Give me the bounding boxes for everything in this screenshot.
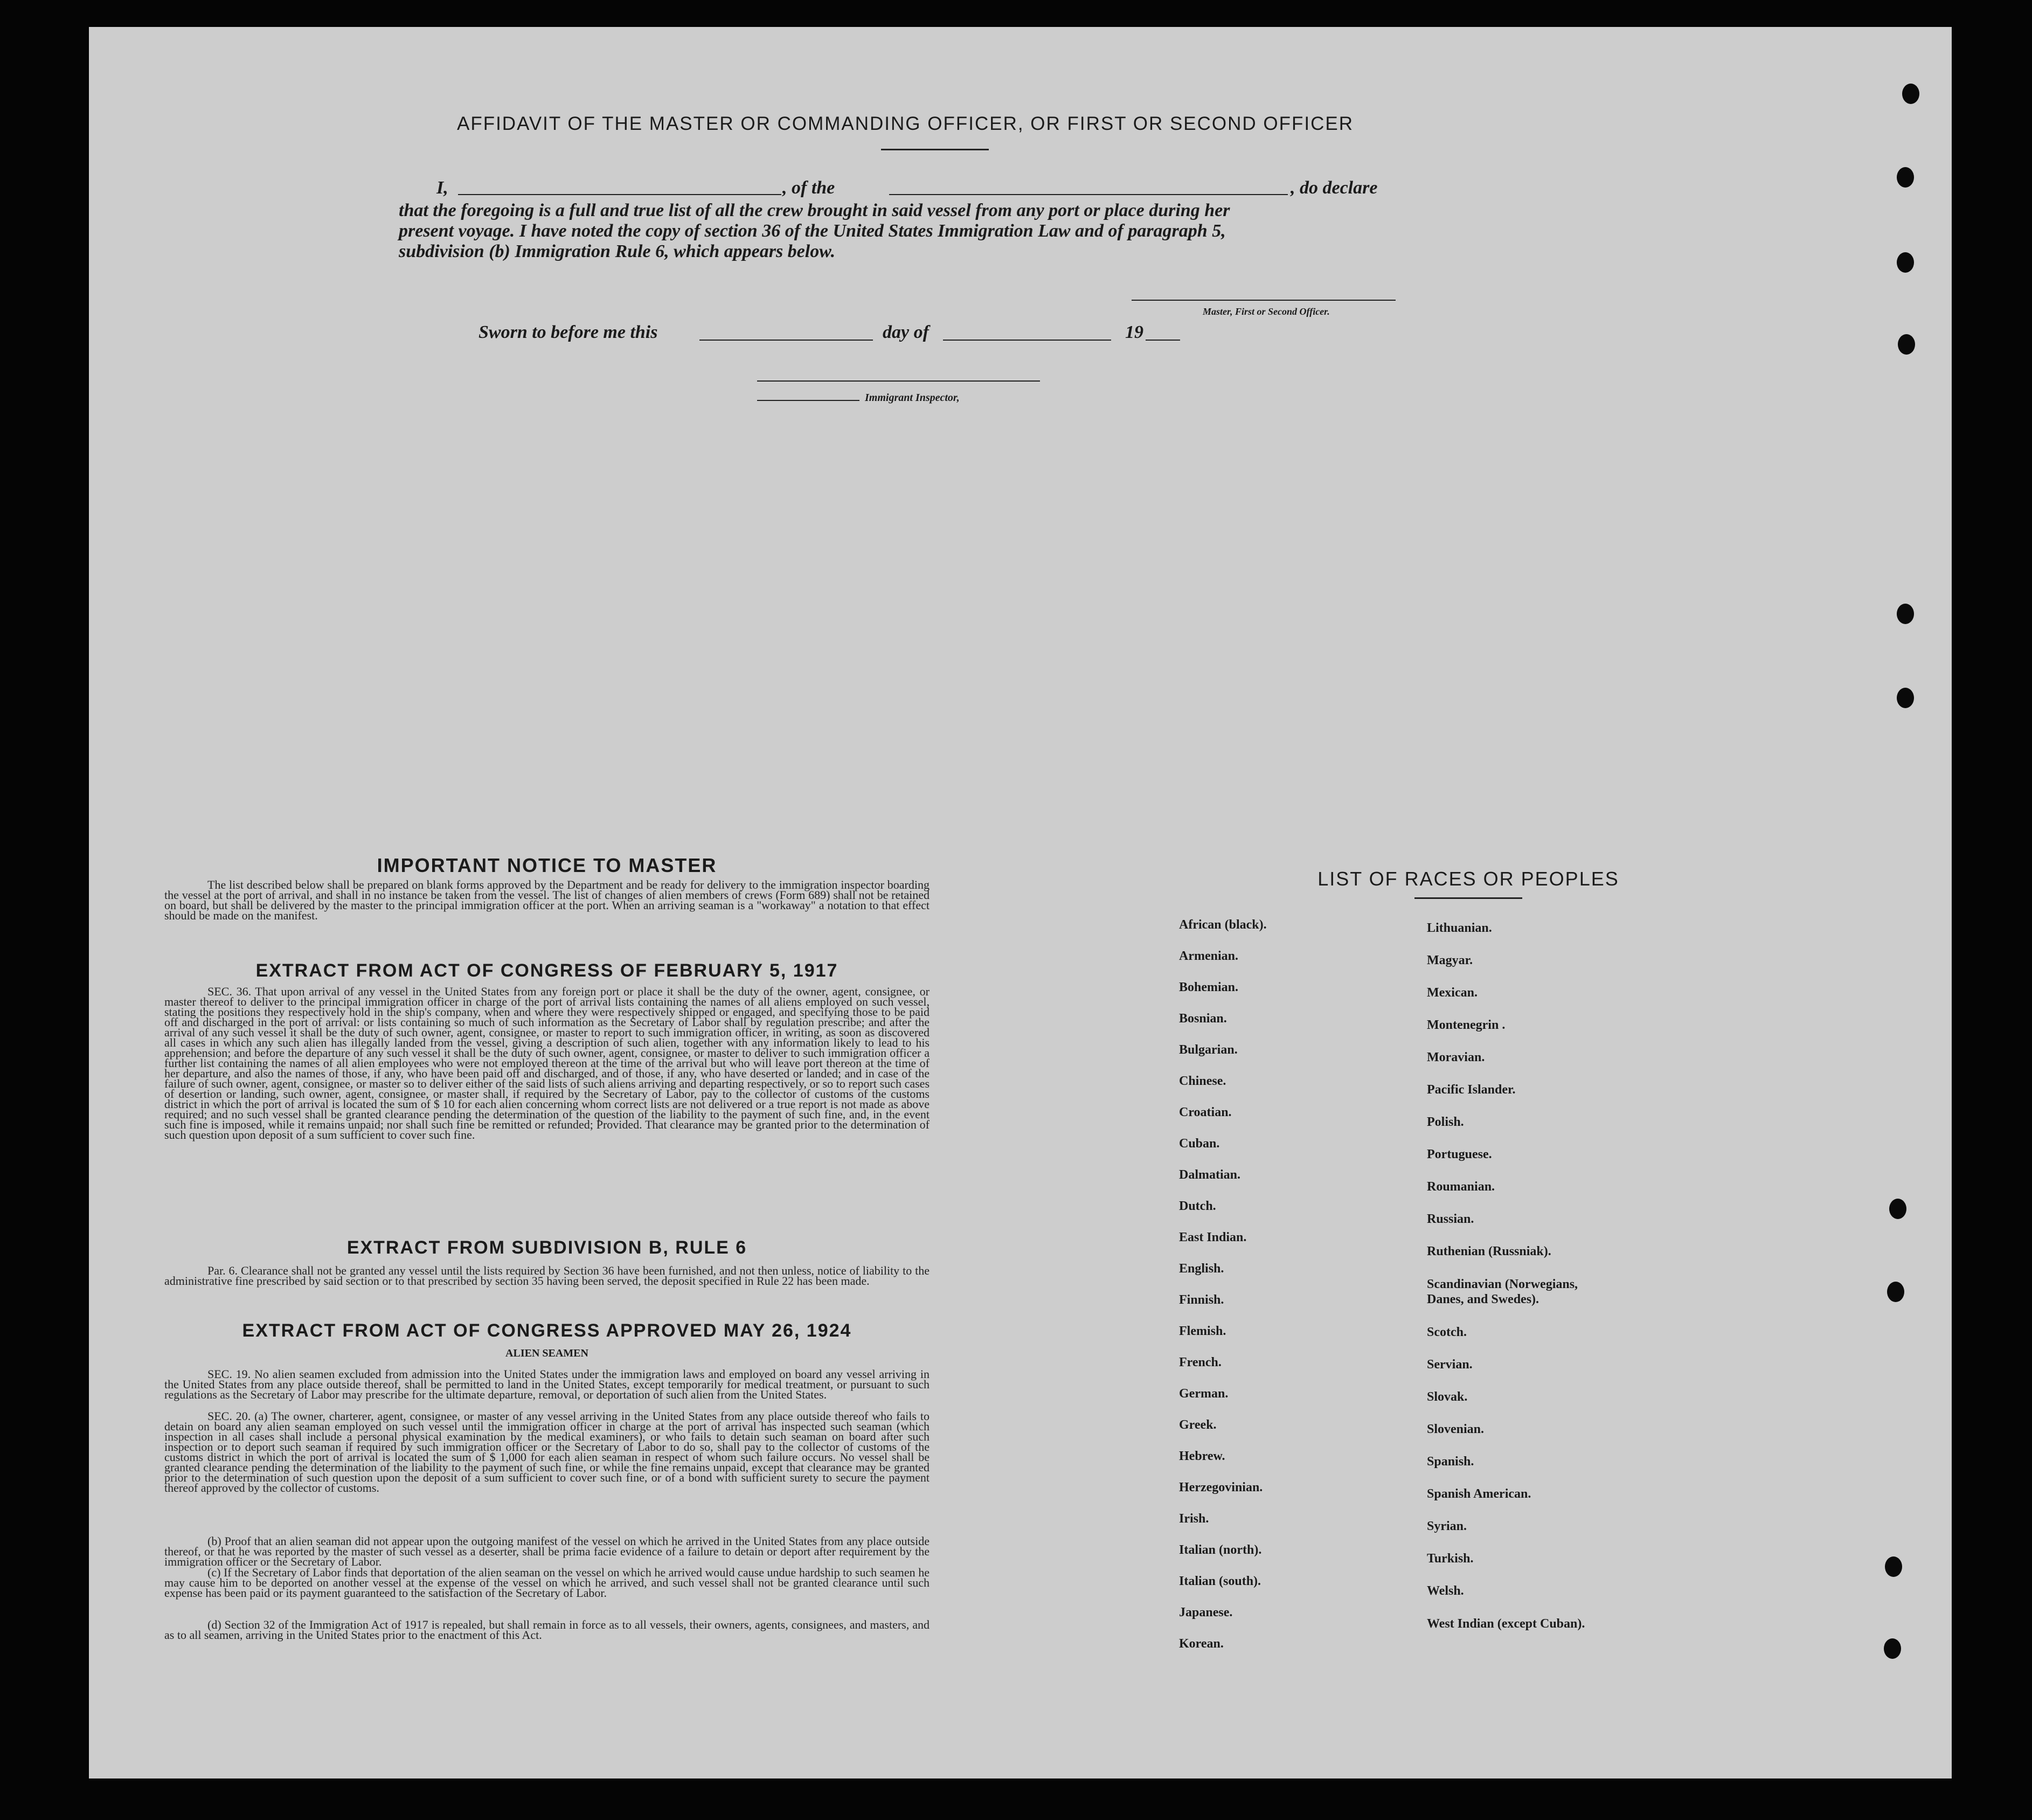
race-item: Italian (north). [1179, 1543, 1262, 1557]
sec20c-body: (c) If the Secretary of Labor finds that deportation of the alien seaman on the vessel on which he arrived would cause undue hardship to such seamen he may cause him to be deported on another vessel at the expense of the vessel on which he arrived, and such vessel shall not be granted clearance until such expense has been paid or its payment guaranteed to the satisfaction of the Secretary of Labor. [164, 1566, 930, 1600]
sec19-body: SEC. 19. No alien seamen excluded from admission into the United States under the immigration laws and employed on board any vessel arriving in the United States from any place outside thereof, shall be permitted to land in the United States, except temporarily for medical treatment, or pursuant to such regulations as the Secretary of Labor may prescribe for the ultimate departure, removal, or deportation of such alien from the United States. [164, 1367, 930, 1401]
inspector-line-top [757, 380, 1040, 382]
title-underline [881, 149, 989, 150]
race-item: Servian. [1427, 1358, 1473, 1372]
race-item: African (black). [1179, 918, 1267, 932]
affidavit-title: AFFIDAVIT OF THE MASTER OR COMMANDING OFFICER, OR FIRST OR SECOND OFFICER [456, 113, 1354, 134]
signature-label: Master, First or Second Officer. [1203, 306, 1330, 317]
races-title: LIST OF RACES OR PEOPLES [1317, 868, 1619, 890]
race-item: Bohemian. [1179, 980, 1239, 994]
race-item: Greek. [1179, 1418, 1217, 1432]
race-item: Montenegrin . [1427, 1018, 1506, 1032]
race-item: Japanese. [1179, 1606, 1233, 1620]
race-item: Portuguese. [1427, 1147, 1492, 1161]
races-title-underline [1414, 897, 1522, 899]
signature-line [1132, 300, 1396, 301]
race-item: Turkish. [1427, 1552, 1474, 1566]
race-item: Dutch. [1179, 1199, 1216, 1213]
sec20a-body: SEC. 20. (a) The owner, charterer, agent, consignee, or master of any vessel arriving in the United States from any place outside thereof who fails to detain on board any alien seaman employed on such vessel until the immigration officer in charge at the port of arrival has inspected such seaman (which inspection in all cases shall include a personal physical examination by the medical examiners), or who fails to detain such seaman on board after such inspection or to deport such seaman if required by such immigration officer or the Secretary of Labor to do so, shall pay to the collector of customs of the customs district in which the port of arrival is located the sum of $ 1,000 for each alien seaman in respect of whom such failure occurs. No vessel shall be granted clearance pending the determination of the liability to the payment of such fine, or while the fine remains unpaid, except that clearance may be granted prior to the determination of such question upon the deposit of a sum sufficient to cover such fine, or of a bond with sufficient surety to secure the payment thereof approved by the collector of customs. [164, 1409, 930, 1494]
race-item: West Indian (except Cuban). [1427, 1617, 1585, 1631]
race-item: Bulgarian. [1179, 1043, 1238, 1057]
extract-1917-body: SEC. 36. That upon arrival of any vessel in the United States from any foreign port or place it shall be the duty of the owner, agent, consignee, or master thereof to deliver to the principal immigration officer in charge of the port of arrival lists containing the names of all aliens employed on such vessel, stating the positions they respectively hold in the ship's company, when and where they were respectively shipped or engaged, and specifying those to be paid off and discharged in the port of arrival: or lists containing so much of such information as the Secretary of Labor shall by regulation prescribe; and after the arrival of any such vessel it shall be the duty of such owner, agent, consignee, or master to report to such immigration officer, in writing, as soon as discovered all cases in which any such alien has illegally landed from the vessel, giving a description of such alien, together with any information likely to lead to his apprehension; and before the departure of any such vessel it shall be the duty of such owner, agent, consignee, or master to deliver to such immigration officer a further list containing the names of all alien employees who were not employed thereon at the time of the arrival but who will leave port thereon at the time of her departure, and also the names of those, if any, who have been paid off and discharged, and of those, if any, who have deserted or landed; and in case of the failure of such owner, agent, consignee, or master so to deliver either of the said lists of such aliens arriving and departing respectively, or so to report such cases of desertion or landing, such owner, agent, consignee, or master shall, if required by the Secretary of Labor, pay to the collector of customs of the customs district in which the port of arrival is located the sum of $ 10 for each alien concerning whom correct lists are not delivered or a true report is not made as above required; and no such vessel shall be granted clearance pending the determination of the question of the liability to the payment of such fine, and, in the event such fine is imposed, while it remains unpaid; nor shall such fine be remitted or refunded; Provided. That clearance may be granted prior to the determination of such question upon deposit of a sum sufficient to cover such fine. [164, 985, 930, 1141]
race-item: Mexican. [1427, 986, 1478, 1000]
race-item: Polish. [1427, 1115, 1464, 1129]
extract-1924-subtitle: ALIEN SEAMEN [505, 1347, 588, 1359]
race-item: Dalmatian. [1179, 1168, 1240, 1182]
binder-hole [1889, 1199, 1906, 1219]
race-item: Slovenian. [1427, 1422, 1485, 1436]
race-item: Ruthenian (Russniak). [1427, 1244, 1551, 1258]
race-item: Pacific Islander. [1427, 1083, 1516, 1097]
rule6-title: EXTRACT FROM SUBDIVISION B, RULE 6 [346, 1237, 747, 1258]
race-item: Hebrew. [1179, 1449, 1225, 1463]
binder-hole [1902, 84, 1919, 104]
declaration-of-the: , of the [782, 178, 835, 198]
inspector-label: Immigrant Inspector, [865, 392, 960, 404]
race-item: Flemish. [1179, 1324, 1226, 1338]
extract-1924-title: EXTRACT FROM ACT OF CONGRESS APPROVED MAY 26, 1924 [242, 1320, 852, 1341]
race-item: Lithuanian. [1427, 921, 1492, 935]
notice-body: The list described below shall be prepared on blank forms approved by the Department and be ready for delivery to the immigration inspector boarding the vessel at the port of arrival, and shall in no instance be taken from the vessel. The list of changes of alien members of crews (Form 689) shall not be retained on board, but shall be delivered by the master to the principal immigration officer at the port. When an arriving seaman is a "workaway" a notation to that effect should be made on the manifest. [164, 878, 930, 922]
race-item: East Indian. [1179, 1230, 1247, 1244]
race-item: Croatian. [1179, 1105, 1232, 1119]
race-item: Syrian. [1427, 1519, 1467, 1533]
race-item: Finnish. [1179, 1293, 1224, 1307]
declaration-line-4: subdivision (b) Immigration Rule 6, which appears below. [399, 241, 836, 261]
rule6-body: Par. 6. Clearance shall not be granted any vessel until the lists required by Section 36 have been furnished, and not then unless, notice of liability to the administrative fine prescribed by said section or to that prescribed by section 35 having been served, the deposit specified in Rule 22 has been made. [164, 1264, 930, 1288]
declaration-declare: , do declare [1291, 178, 1378, 198]
race-item: Welsh. [1427, 1584, 1464, 1598]
race-item: Bosnian. [1179, 1012, 1227, 1026]
race-item: Herzegovinian. [1179, 1480, 1263, 1494]
binder-hole [1897, 604, 1914, 624]
month-blank [943, 340, 1111, 341]
sec20d-body: (d) Section 32 of the Immigration Act of 1917 is repealed, but shall remain in force as to all vessels, their owners, agents, consignees, and masters, and as to all seamen, arriving in the United States prior to the enactment of this Act. [164, 1618, 930, 1642]
race-item: Cuban. [1179, 1137, 1220, 1151]
vessel-blank [889, 194, 1288, 195]
race-item: Moravian. [1427, 1050, 1485, 1064]
year-prefix: 19 [1125, 322, 1143, 342]
race-item: Spanish. [1427, 1455, 1474, 1469]
binder-hole [1885, 1556, 1902, 1577]
declaration-i: I, [436, 178, 448, 198]
race-item: German. [1179, 1387, 1229, 1401]
race-item: Scotch. [1427, 1325, 1467, 1339]
binder-hole [1884, 1638, 1901, 1659]
race-item: Armenian. [1179, 949, 1238, 963]
year-blank [1146, 340, 1180, 341]
race-item: French. [1179, 1355, 1222, 1369]
day-of-text: day of [883, 322, 929, 342]
name-blank [458, 194, 781, 195]
race-item: Irish. [1179, 1512, 1209, 1526]
race-item: Russian. [1427, 1212, 1474, 1226]
race-item: Korean. [1179, 1637, 1224, 1651]
declaration-line-3: present voyage. I have noted the copy of section 36 of the United States Immigration Law and of paragraph 5, [399, 221, 1226, 241]
race-item: Chinese. [1179, 1074, 1226, 1088]
race-item: Spanish American. [1427, 1487, 1531, 1501]
binder-hole [1897, 167, 1914, 188]
notice-title: IMPORTANT NOTICE TO MASTER [377, 854, 717, 876]
inspector-line [757, 400, 859, 401]
race-item: Slovak. [1427, 1390, 1468, 1404]
binder-hole [1897, 252, 1914, 273]
sworn-text: Sworn to before me this [478, 322, 658, 342]
declaration-line-2: that the foregoing is a full and true list of all the crew brought in said vessel from any port or place during her [399, 200, 1230, 220]
race-item: Scandinavian (Norwegians, Danes, and Swedes). [1427, 1277, 1578, 1306]
binder-hole [1887, 1282, 1904, 1302]
race-item: Italian (south). [1179, 1574, 1261, 1588]
race-item: English. [1179, 1262, 1224, 1276]
sworn-day-blank [699, 340, 873, 341]
extract-1917-title: EXTRACT FROM ACT OF CONGRESS OF FEBRUARY 5, 1917 [255, 960, 838, 981]
race-item: Magyar. [1427, 953, 1473, 967]
binder-hole [1898, 334, 1915, 355]
sec20b-body: (b) Proof that an alien seaman did not appear upon the outgoing manifest of the vessel on which he arrived in the United States from any place outside thereof, or that he was reported by the master of such vessel as a deserter, shall be prima facie evidence of a failure to detain or deport after requirement by the immigration officer or the Secretary of Labor. [164, 1534, 930, 1568]
binder-hole [1897, 688, 1914, 708]
race-item: Roumanian. [1427, 1180, 1495, 1194]
